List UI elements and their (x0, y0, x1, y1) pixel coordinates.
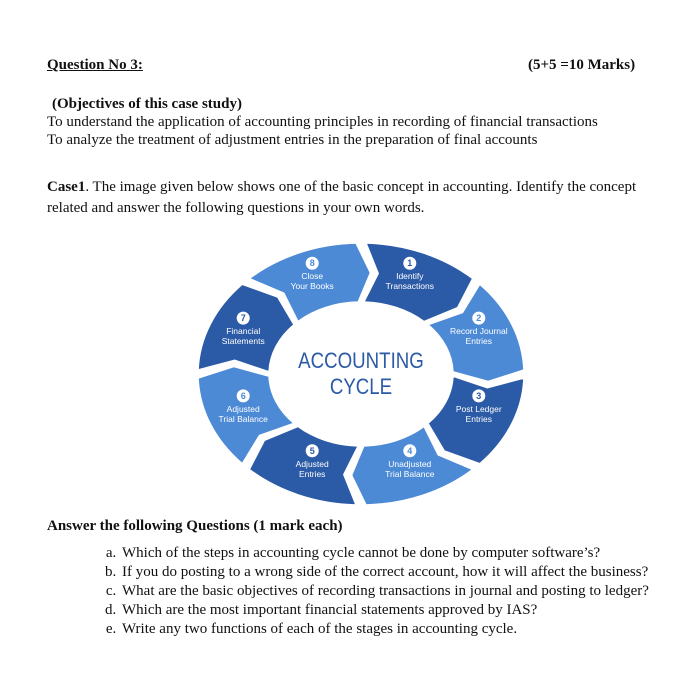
step-number: 8 (309, 258, 315, 269)
step-label-line2: Transactions (385, 281, 434, 292)
step-label-line1: Close (301, 271, 324, 282)
cycle-step-3 (428, 376, 524, 464)
cycle-step-5 (249, 426, 358, 504)
step-label-line2: Trial Balance (385, 468, 435, 479)
step-number: 2 (476, 313, 482, 324)
step-number: 7 (240, 313, 246, 324)
step-label-line1: Post Ledger (455, 403, 502, 414)
step-label-line2: Entries (298, 468, 326, 479)
step-number: 6 (240, 390, 246, 401)
step-label-line2: Trial Balance (218, 413, 268, 424)
questions-list (90, 544, 695, 639)
question-title: Question No 3: (47, 57, 143, 73)
cycle-step-7 (198, 284, 294, 372)
objective-line: To understand the application of accounting principles in recording of financial transactions (47, 114, 598, 130)
answers-heading: Answer the following Questions (1 mark each) (47, 518, 343, 534)
step-label-line2: Entries (465, 413, 493, 424)
step-label-line1: Record Journal (449, 326, 508, 337)
marks-label: (5+5 =10 Marks) (528, 57, 636, 73)
cycle-step-1 (364, 243, 473, 321)
question-item: a. Which of the steps in accounting cycle cannot be done by computer software’s? (120, 544, 695, 562)
question-item: b. If you do posting to a wrong side of the correct account, how it will affect the business? (120, 563, 695, 581)
cycle-center-subtitle: CYCLE (329, 375, 393, 400)
cycle-center-title: ACCOUNTING (298, 349, 424, 374)
step-number: 4 (407, 445, 413, 456)
objectives-heading: (Objectives of this case study) (52, 96, 242, 112)
objective-line: To analyze the treatment of adjustment entries in the preparation of final accounts (47, 132, 538, 148)
case-text: . The image given below shows one of the basic concept in accounting. Identify the concept related and answer the following questions in your own words. (47, 179, 637, 216)
step-label-line1: Identify (396, 271, 424, 282)
step-label-line1: Unadjusted (388, 458, 432, 469)
accounting-cycle-diagram (196, 240, 531, 508)
step-label-line1: Adjusted (226, 403, 260, 414)
step-number: 3 (476, 390, 482, 401)
question-item: d. Which are the most important financial statements approved by IAS? (120, 601, 695, 619)
step-label-line1: Financial (226, 326, 261, 337)
step-number: 5 (309, 445, 315, 456)
step-label-line1: Adjusted (295, 458, 329, 469)
case-label: Case1 (47, 179, 86, 195)
case-description (47, 177, 657, 219)
step-label-line2: Statements (221, 336, 265, 347)
step-label-line2: Entries (465, 336, 493, 347)
step-label-line2: Your Books (290, 281, 334, 292)
question-item: e. Write any two functions of each of the stages in accounting cycle. (120, 620, 695, 638)
step-number: 1 (407, 258, 413, 269)
question-item: c. What are the basic objectives of recording transactions in journal and posting to ledger? (120, 582, 695, 600)
